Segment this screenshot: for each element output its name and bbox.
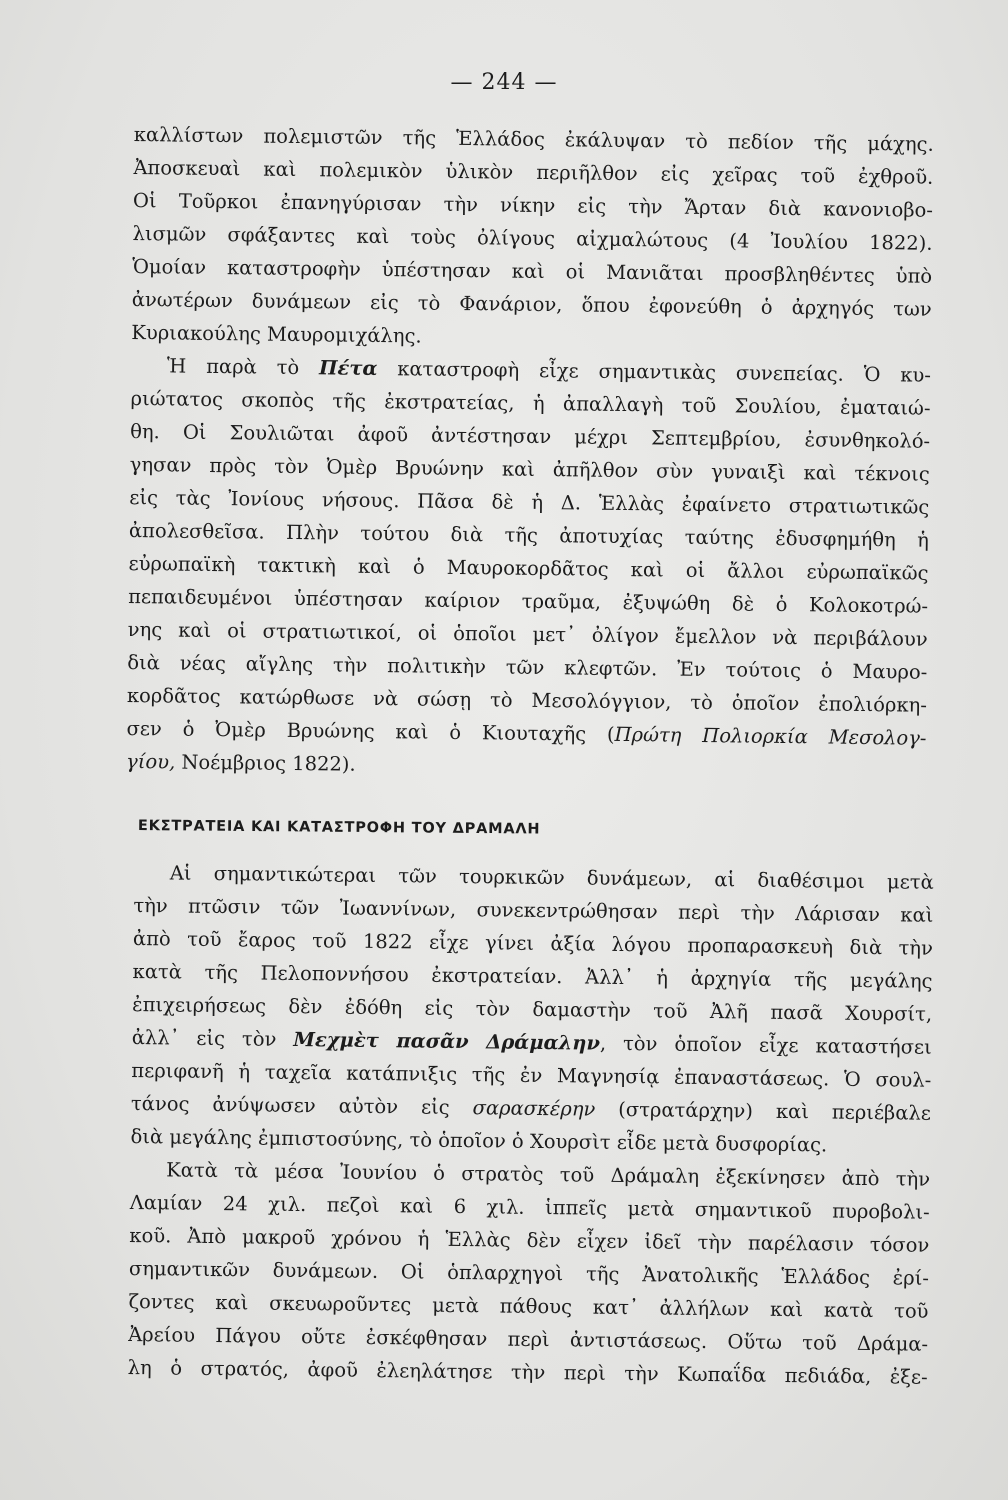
emphasized-person-name: Μεχμὲτ πασᾶν Δράμαλην (293, 1027, 601, 1055)
text-line: ζοντες καὶ σκευωροῦντες μετὰ πάθους κατ᾽ ἀλλήλων καὶ κατὰ τοῦ (128, 1289, 929, 1323)
text-span: σεν ὁ Ὀμὲρ Βρυώνης καὶ ὁ Κιουταχῆς ( (126, 716, 615, 746)
text-line: Κατὰ τὰ μέσα Ἰουνίου ὁ στρατὸς τοῦ Δράμαλη ἐξεκίνησεν ἀπὸ τὴν (166, 1158, 931, 1191)
text-line: καλλίστων πολεμιστῶν τῆς Ἑλλάδος ἐκάλυψαν τὸ πεδίον τῆς μάχης. (133, 122, 934, 156)
text-line: θη. Οἱ Σουλιῶται ἀφοῦ ἀντέστησαν μέχρι Σεπτεμβρίου, ἐσυνθηκολό- (130, 419, 931, 453)
section-heading: ΕΚΣΤΡΑΤΕΙΑ ΚΑΙ ΚΑΤΑΣΤΡΟΦΗ ΤΟΥ ΔΡΑΜΑΛΗ (137, 818, 541, 838)
text-line: περιφανῆ ἡ ταχεῖα κατάπνιξις τῆς ἐν Μαγνησίᾳ ἐπαναστάσεως. Ὁ σουλ- (131, 1058, 932, 1092)
text-line: ἐπιχειρήσεως δὲν ἐδόθη εἰς τὸν δαμαστὴν τοῦ Ἀλῆ πασᾶ Χουρσίτ, (132, 992, 933, 1026)
text-line: γησαν πρὸς τὸν Ὀμὲρ Βρυώνην καὶ ἀπῆλθον σὺν γυναιξὶ καὶ τέκνοις (129, 452, 930, 486)
text-line: Αἱ σημαντικώτεραι τῶν τουρκικῶν δυνάμεων, αἱ διαθέσιμοι μετὰ (169, 861, 934, 894)
text-line: Λαμίαν 24 χιλ. πεζοὶ καὶ 6 χιλ. ἱππεῖς μετὰ σημαντικοῦ πυροβολι- (129, 1190, 930, 1224)
text-line: ἀπολεσθεῖσα. Πλὴν τούτου διὰ τῆς ἀποτυχίας ταύτης ἐδυσφημήθη ἡ (128, 518, 930, 552)
text-line: κοῦ. Ἀπὸ μακροῦ χρόνου ἡ Ἑλλὰς δὲν εἶχεν ἰδεῖ τὴν παρέλασιν τόσον (129, 1223, 930, 1257)
emphasized-term: σαρασκέρην (472, 1096, 596, 1121)
emphasized-title: Πρώτη Πολιορκία Μεσολογ- (614, 722, 927, 750)
text-line: διὰ μεγάλης ἐμπιστοσύνης, τὸ ὁποῖον ὁ Χουρσὶτ εἶδε μετὰ δυσφορίας. (130, 1124, 828, 1157)
text-line: Οἱ Τοῦρκοι ἐπανηγύρισαν τὴν νίκην εἰς τὴν Ἄρταν διὰ κανονιοβο- (132, 188, 934, 222)
text-span: (στρατάρχην) καὶ περιέβαλε (595, 1097, 932, 1125)
text-span: Νοέμβριος 1822). (175, 750, 356, 776)
text-line: Ἀρείου Πάγου οὔτε ἐσκέφθησαν περὶ ἀντιστάσεως. Οὕτω τοῦ Δράμα- (128, 1322, 929, 1356)
text-line: λισμῶν σφάξαντες καὶ τοὺς ὀλίγους αἰχμαλώτους (4 Ἰουλίου 1822). (132, 221, 933, 255)
text-line: πεπαιδευμένοι ὑπέστησαν καίριον τραῦμα, ἐξυψώθη δὲ ὁ Κολοκοτρώ- (128, 584, 929, 618)
text-line: εὐρωπαϊκὴ τακτικὴ καὶ ὁ Μαυροκορδᾶτος καὶ οἱ ἄλλοι εὐρωπαϊκῶς (128, 551, 929, 585)
text-line: ἀνωτέρων δυνάμεων εἰς τὸ Φανάριον, ὅπου ἐφονεύθη ὁ ἀρχηγός των (131, 287, 932, 321)
paragraph-block-pre-section (126, 118, 934, 788)
text-line: ἀπὸ τοῦ ἔαρος τοῦ 1822 εἶχε γίνει ἀξία λόγου προπαρασκευὴ διὰ τὴν (132, 926, 934, 960)
text-line: κορδᾶτος κατώρθωσε νὰ σώσῃ τὸ Μεσολόγγιον, τὸ ὁποῖον ἐπολιόρκη- (126, 683, 928, 717)
text-span: ἀλλ᾽ εἰς τὸν (131, 1025, 294, 1051)
text-line: Ἀποσκευαὶ καὶ πολεμικὸν ὑλικὸν περιῆλθον εἰς χεῖρας τοῦ ἐχθροῦ. (133, 155, 934, 189)
text-span: , τὸν ὁποῖον εἶχε καταστήσει (599, 1031, 932, 1059)
text-span: καταστροφὴ εἶχε σημαντικὰς συνεπείας. Ὁ κυ- (377, 356, 932, 387)
paragraph-block-section (128, 856, 934, 1394)
text-line: Ὁμοίαν καταστροφὴν ὑπέστησαν καὶ οἱ Μανιᾶται προσβληθέντες ὑπὸ (132, 254, 933, 288)
text-line: κατὰ τῆς Πελοποννήσου ἐκστρατείαν. Ἀλλ᾽ ἡ ἀρχηγία τῆς μεγάλης (132, 959, 933, 993)
text-line: τὴν πτῶσιν τῶν Ἰωαννίνων, συνεκεντρώθησαν περὶ τὴν Λάρισαν καὶ (133, 893, 934, 927)
emphasized-place-name: Πέτα (318, 356, 378, 380)
text-span: Ἡ παρὰ τὸ (166, 354, 320, 380)
text-line: νης καὶ οἱ στρατιωτικοί, οἱ ὁποῖοι μετ᾽ ὀλίγον ἔμελλον νὰ περιβάλουν (127, 617, 928, 651)
text-line: σημαντικῶν δυνάμεων. Οἱ ὁπλαρχηγοὶ τῆς Ἀνατολικῆς Ἑλλάδος ἐρί- (128, 1256, 930, 1290)
text-line: λη ὁ στρατός, ἀφοῦ ἐλεηλάτησε τὴν περὶ τὴν Κωπαΐδα πεδιάδα, ἐξε- (127, 1355, 928, 1389)
text-span: τάνος ἀνύψωσεν αὐτὸν εἰς (130, 1091, 473, 1120)
page-number: — 244 — (450, 70, 558, 95)
text-line: ριώτατος σκοπὸς τῆς ἐκστρατείας, ἡ ἀπαλλαγὴ τοῦ Σουλίου, ἐματαιώ- (130, 386, 931, 420)
emphasized-title: γίου, (125, 749, 176, 774)
text-line: εἰς τὰς Ἰονίους νήσους. Πᾶσα δὲ ἡ Δ. Ἑλλὰς ἐφαίνετο στρατιωτικῶς (129, 485, 930, 519)
text-line: Κυριακούλης Μαυρομιχάλης. (131, 320, 422, 348)
text-line: διὰ νέας αἴγλης τὴν πολιτικὴν τῶν κλεφτῶν. Ἐν τούτοις ὁ Μαυρο- (127, 650, 928, 684)
